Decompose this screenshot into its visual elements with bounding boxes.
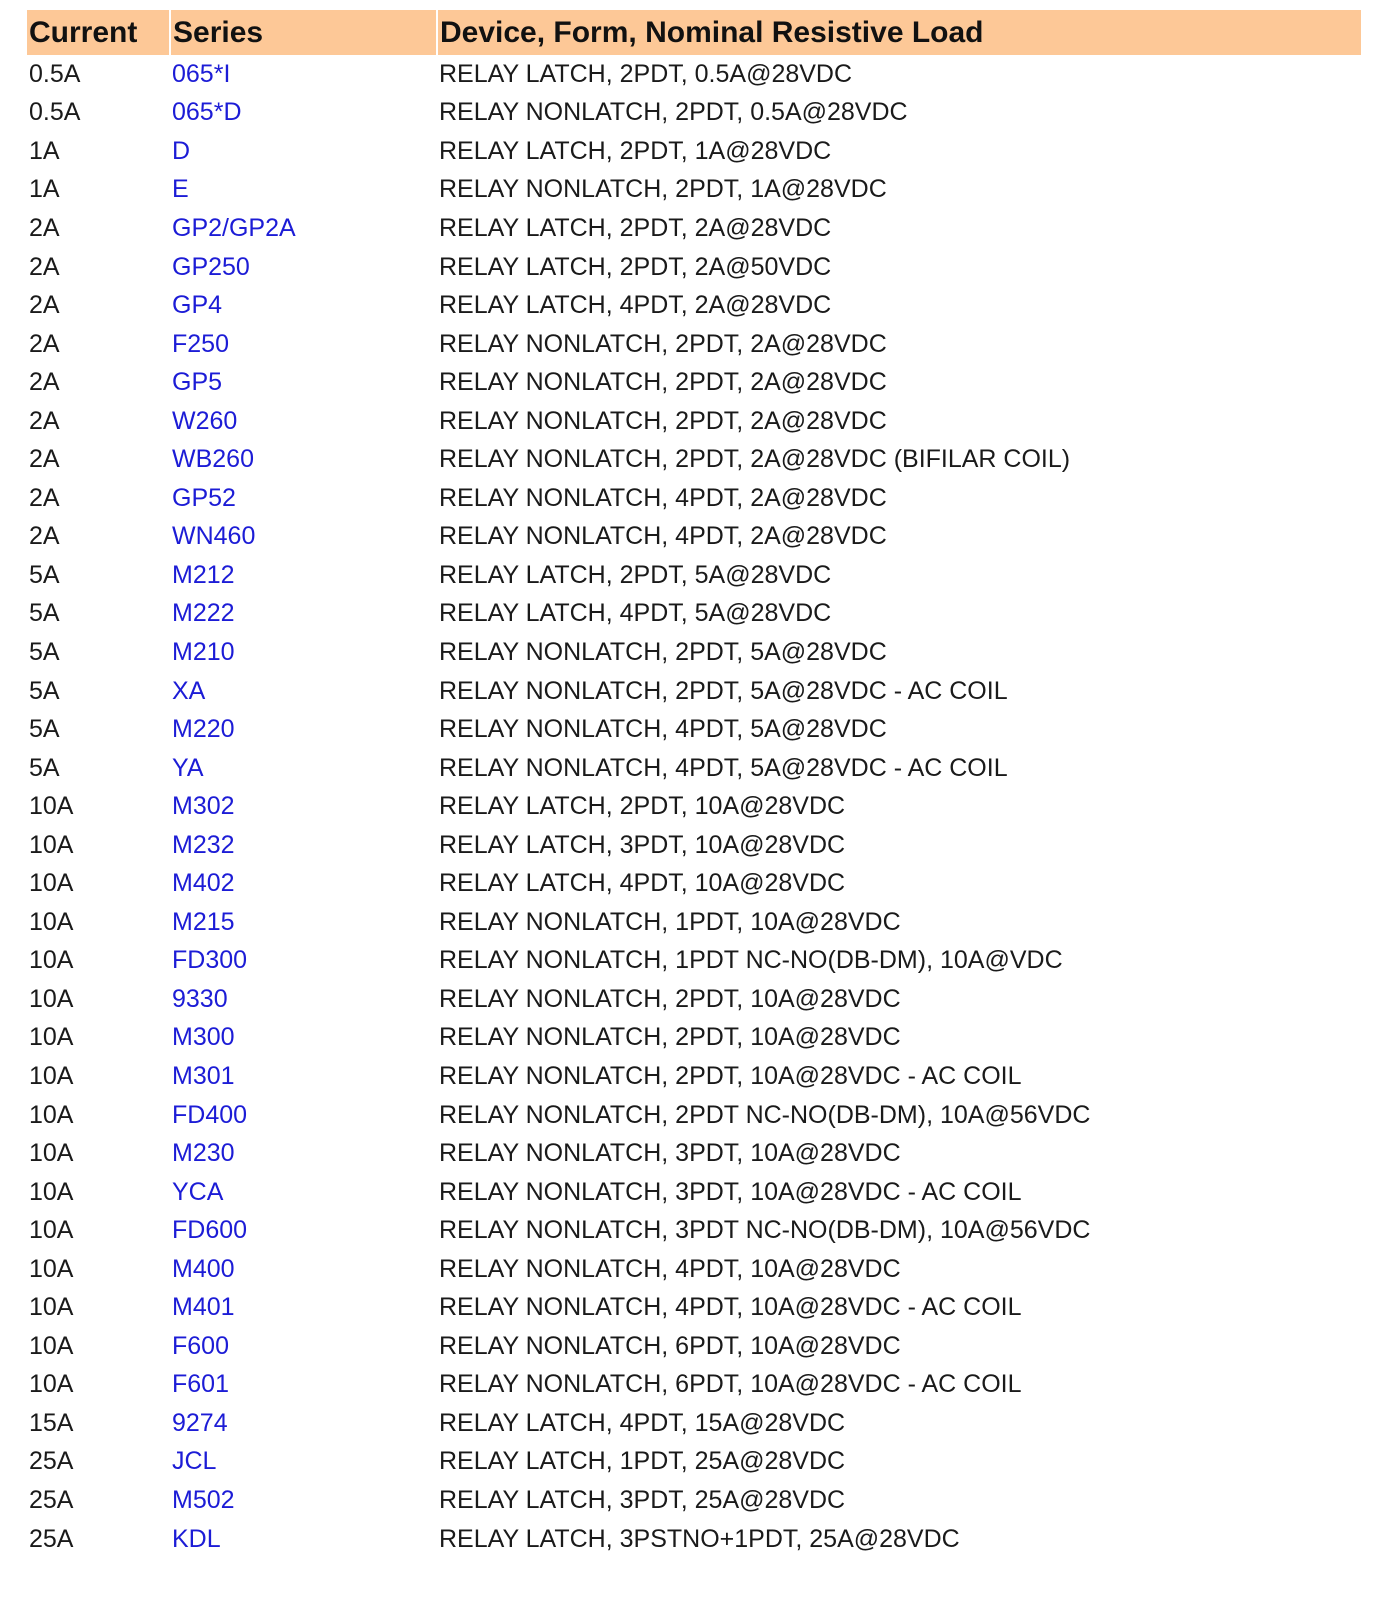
series-link[interactable]: GP4 <box>172 291 223 320</box>
series-cell <box>170 209 437 248</box>
current-cell: 2A <box>29 483 60 512</box>
device-cell: RELAY NONLATCH, 2PDT, 2A@28VDC <box>439 368 887 397</box>
series-link[interactable]: M400 <box>172 1254 235 1283</box>
series-link[interactable]: FD300 <box>172 946 248 975</box>
table-row <box>27 710 1361 749</box>
series-link[interactable]: E <box>172 175 189 204</box>
series-cell <box>170 518 437 557</box>
series-cell <box>170 1096 437 1135</box>
header-row <box>27 10 1361 55</box>
device-cell: RELAY LATCH, 3PSTNO+1PDT, 25A@28VDC <box>439 1524 960 1553</box>
device-cell: RELAY LATCH, 4PDT, 10A@28VDC <box>439 869 846 898</box>
current-cell: 5A <box>29 676 60 705</box>
table-row <box>27 248 1361 287</box>
table-row <box>27 1057 1361 1096</box>
current-cell: 25A <box>29 1524 74 1553</box>
series-link[interactable]: GP52 <box>172 483 236 512</box>
table-body <box>27 55 1361 1558</box>
table-row <box>27 672 1361 711</box>
table-row <box>27 633 1361 672</box>
current-cell: 2A <box>29 329 60 358</box>
series-cell <box>170 402 437 441</box>
current-cell: 2A <box>29 445 60 474</box>
device-cell: RELAY LATCH, 2PDT, 5A@28VDC <box>439 560 832 589</box>
table-row <box>27 556 1361 595</box>
series-cell <box>170 1404 437 1443</box>
series-cell <box>170 55 437 94</box>
series-link[interactable]: F250 <box>172 329 229 358</box>
current-cell: 5A <box>29 715 60 744</box>
table-row <box>27 1250 1361 1289</box>
relay-table-container <box>27 10 1361 1558</box>
series-link[interactable]: GP5 <box>172 368 223 397</box>
current-cell: 5A <box>29 560 60 589</box>
table-row <box>27 1404 1361 1443</box>
series-link[interactable]: M301 <box>172 1061 235 1090</box>
series-cell <box>170 1250 437 1289</box>
series-cell <box>170 1443 437 1482</box>
table-row <box>27 209 1361 248</box>
current-cell: 1A <box>29 136 60 165</box>
series-cell <box>170 132 437 171</box>
series-cell <box>170 1211 437 1250</box>
series-cell <box>170 286 437 325</box>
device-cell: RELAY LATCH, 2PDT, 10A@28VDC <box>439 792 846 821</box>
device-cell: RELAY NONLATCH, 2PDT, 2A@28VDC <box>439 406 887 435</box>
series-link[interactable]: F601 <box>172 1370 229 1399</box>
series-link[interactable]: 9274 <box>172 1408 228 1437</box>
current-cell: 10A <box>29 792 74 821</box>
current-cell: 10A <box>29 830 74 859</box>
table-row <box>27 1520 1361 1559</box>
device-cell: RELAY NONLATCH, 3PDT, 10A@28VDC - AC COIL <box>439 1177 1022 1206</box>
current-cell: 2A <box>29 213 60 242</box>
table-row <box>27 1289 1361 1328</box>
device-cell: RELAY NONLATCH, 2PDT, 2A@28VDC <box>439 329 887 358</box>
table-row <box>27 440 1361 479</box>
series-cell <box>170 633 437 672</box>
table-row <box>27 1173 1361 1212</box>
series-cell <box>170 826 437 865</box>
current-cell: 10A <box>29 1254 74 1283</box>
series-cell <box>170 980 437 1019</box>
series-link[interactable]: M402 <box>172 869 235 898</box>
table-row <box>27 1019 1361 1058</box>
series-cell <box>170 479 437 518</box>
column-header-current: Current <box>27 10 170 55</box>
table-row <box>27 1096 1361 1135</box>
series-cell <box>170 363 437 402</box>
series-cell <box>170 556 437 595</box>
relay-table <box>27 10 1361 1558</box>
series-cell <box>170 440 437 479</box>
table-row <box>27 171 1361 210</box>
device-cell: RELAY LATCH, 1PDT, 25A@28VDC <box>439 1447 846 1476</box>
series-link[interactable]: M230 <box>172 1139 235 1168</box>
series-link[interactable]: W260 <box>172 406 238 435</box>
series-cell <box>170 1057 437 1096</box>
series-link[interactable]: F600 <box>172 1331 229 1360</box>
series-link[interactable]: M502 <box>172 1486 235 1514</box>
device-cell: RELAY LATCH, 2PDT, 0.5A@28VDC <box>439 59 853 88</box>
series-link[interactable]: 9330 <box>172 984 228 1013</box>
current-cell: 5A <box>29 599 60 628</box>
table-row <box>27 325 1361 364</box>
current-cell: 0.5A <box>29 59 81 88</box>
table-row <box>27 363 1361 402</box>
table-row <box>27 787 1361 826</box>
current-cell: 10A <box>29 1023 74 1052</box>
device-cell: RELAY LATCH, 4PDT, 2A@28VDC <box>439 291 832 320</box>
device-cell: RELAY NONLATCH, 2PDT, 1A@28VDC <box>439 175 887 204</box>
series-link[interactable]: M401 <box>172 1293 235 1322</box>
current-cell: 5A <box>29 753 60 782</box>
series-link[interactable]: M300 <box>172 1023 235 1052</box>
series-link[interactable]: FD600 <box>172 1216 248 1245</box>
current-cell: 2A <box>29 406 60 435</box>
series-cell <box>170 1019 437 1058</box>
series-cell <box>170 749 437 788</box>
current-cell: 25A <box>29 1447 74 1476</box>
table-header <box>27 10 1361 55</box>
table-row <box>27 1134 1361 1173</box>
device-cell: RELAY NONLATCH, 4PDT, 5A@28VDC <box>439 715 887 744</box>
series-cell <box>170 864 437 903</box>
series-cell <box>170 787 437 826</box>
table-row <box>27 942 1361 981</box>
series-cell <box>170 1481 437 1520</box>
series-link[interactable]: WN460 <box>172 522 256 551</box>
series-link[interactable]: M302 <box>172 792 235 821</box>
series-link[interactable]: D <box>172 136 191 165</box>
series-cell <box>170 672 437 711</box>
device-cell: RELAY NONLATCH, 6PDT, 10A@28VDC <box>439 1331 901 1360</box>
device-cell: RELAY LATCH, 4PDT, 15A@28VDC <box>439 1408 846 1437</box>
current-cell: 10A <box>29 1331 74 1360</box>
table-row <box>27 132 1361 171</box>
device-cell: RELAY NONLATCH, 4PDT, 10A@28VDC - AC COIL <box>439 1293 1022 1322</box>
series-cell <box>170 710 437 749</box>
device-cell: RELAY LATCH, 2PDT, 2A@28VDC <box>439 213 832 242</box>
device-cell: RELAY NONLATCH, 3PDT, 10A@28VDC <box>439 1139 901 1168</box>
device-cell: RELAY LATCH, 2PDT, 1A@28VDC <box>439 136 832 165</box>
current-cell: 10A <box>29 946 74 975</box>
device-cell: RELAY NONLATCH, 3PDT NC-NO(DB-DM), 10A@56VDC <box>439 1216 1091 1245</box>
table-row <box>27 1481 1361 1520</box>
current-cell: 2A <box>29 522 60 551</box>
device-cell: RELAY LATCH, 4PDT, 5A@28VDC <box>439 599 832 628</box>
current-cell: 10A <box>29 1370 74 1399</box>
series-link[interactable]: WB260 <box>172 445 254 474</box>
device-cell: RELAY NONLATCH, 4PDT, 2A@28VDC <box>439 483 887 512</box>
series-link[interactable]: FD400 <box>172 1100 248 1129</box>
current-cell: 10A <box>29 869 74 898</box>
current-cell: 10A <box>29 1216 74 1245</box>
device-cell: RELAY LATCH, 2PDT, 2A@50VDC <box>439 252 832 281</box>
series-link[interactable]: M222 <box>172 599 235 628</box>
table-row <box>27 749 1361 788</box>
current-cell: 5A <box>29 637 60 666</box>
series-link[interactable]: GP2/GP2A <box>172 213 296 242</box>
series-link[interactable]: M220 <box>172 715 235 744</box>
current-cell: 10A <box>29 984 74 1013</box>
series-link[interactable]: GP250 <box>172 252 250 281</box>
series-cell <box>170 248 437 287</box>
device-cell: RELAY NONLATCH, 4PDT, 2A@28VDC <box>439 522 887 551</box>
table-row <box>27 864 1361 903</box>
series-link[interactable]: M212 <box>172 560 235 589</box>
series-link[interactable]: M210 <box>172 637 235 666</box>
series-link[interactable]: JCL <box>172 1447 217 1476</box>
series-cell <box>170 171 437 210</box>
series-link[interactable]: 065*D <box>172 98 242 127</box>
series-cell <box>170 595 437 634</box>
device-cell: RELAY NONLATCH, 4PDT, 5A@28VDC - AC COIL <box>439 753 1008 782</box>
current-cell: 1A <box>29 175 60 204</box>
series-cell <box>170 325 437 364</box>
current-cell: 10A <box>29 1061 74 1090</box>
device-cell: RELAY NONLATCH, 2PDT, 2A@28VDC (BIFILAR COIL) <box>439 445 1071 474</box>
table-row <box>27 1327 1361 1366</box>
device-cell: RELAY NONLATCH, 2PDT NC-NO(DB-DM), 10A@56VDC <box>439 1100 1091 1129</box>
series-cell <box>170 1134 437 1173</box>
current-cell: 10A <box>29 1139 74 1168</box>
table-row <box>27 595 1361 634</box>
table-row <box>27 55 1361 94</box>
series-cell <box>170 903 437 942</box>
column-header-series: Series <box>170 10 437 55</box>
device-cell: RELAY NONLATCH, 2PDT, 0.5A@28VDC <box>439 98 908 127</box>
current-cell: 2A <box>29 368 60 397</box>
current-cell: 10A <box>29 1100 74 1129</box>
device-cell: RELAY LATCH, 3PDT, 10A@28VDC <box>439 830 846 859</box>
device-cell: RELAY NONLATCH, 6PDT, 10A@28VDC - AC COIL <box>439 1370 1022 1399</box>
series-link[interactable]: YA <box>172 753 204 782</box>
device-cell: RELAY NONLATCH, 2PDT, 10A@28VDC <box>439 1023 901 1052</box>
series-cell <box>170 1289 437 1328</box>
device-cell: RELAY NONLATCH, 2PDT, 5A@28VDC <box>439 637 887 666</box>
table-row <box>27 1211 1361 1250</box>
series-link[interactable]: M215 <box>172 907 235 936</box>
current-cell: 10A <box>29 1177 74 1206</box>
series-cell <box>170 1327 437 1366</box>
table-row <box>27 826 1361 865</box>
device-cell: RELAY NONLATCH, 4PDT, 10A@28VDC <box>439 1254 901 1283</box>
column-header-device: Device, Form, Nominal Resistive Load <box>437 10 1361 55</box>
current-cell: 10A <box>29 1293 74 1322</box>
current-cell: 25A <box>29 1486 74 1514</box>
series-link[interactable]: XA <box>172 676 206 705</box>
series-link[interactable]: YCA <box>172 1177 224 1206</box>
device-cell: RELAY NONLATCH, 1PDT NC-NO(DB-DM), 10A@VDC <box>439 946 1063 975</box>
table-row <box>27 402 1361 441</box>
series-link[interactable]: KDL <box>172 1524 221 1553</box>
current-cell: 2A <box>29 291 60 320</box>
series-cell <box>170 94 437 133</box>
series-link[interactable]: M232 <box>172 830 235 859</box>
device-cell: RELAY NONLATCH, 2PDT, 5A@28VDC - AC COIL <box>439 676 1008 705</box>
current-cell: 15A <box>29 1408 74 1437</box>
device-cell: RELAY NONLATCH, 2PDT, 10A@28VDC - AC COIL <box>439 1061 1022 1090</box>
series-cell <box>170 1520 437 1559</box>
current-cell: 2A <box>29 252 60 281</box>
table-row <box>27 94 1361 133</box>
series-link[interactable]: 065*I <box>172 59 231 88</box>
current-cell: 10A <box>29 907 74 936</box>
table-row <box>27 903 1361 942</box>
table-row <box>27 980 1361 1019</box>
series-cell <box>170 942 437 981</box>
table-row <box>27 1443 1361 1482</box>
device-cell: RELAY NONLATCH, 1PDT, 10A@28VDC <box>439 907 901 936</box>
table-row <box>27 286 1361 325</box>
device-cell: RELAY NONLATCH, 2PDT, 10A@28VDC <box>439 984 901 1013</box>
table-row <box>27 518 1361 557</box>
current-cell: 0.5A <box>29 98 81 127</box>
table-row <box>27 479 1361 518</box>
table-row <box>27 1366 1361 1405</box>
series-cell <box>170 1366 437 1405</box>
device-cell: RELAY LATCH, 3PDT, 25A@28VDC <box>439 1486 846 1514</box>
series-cell <box>170 1173 437 1212</box>
